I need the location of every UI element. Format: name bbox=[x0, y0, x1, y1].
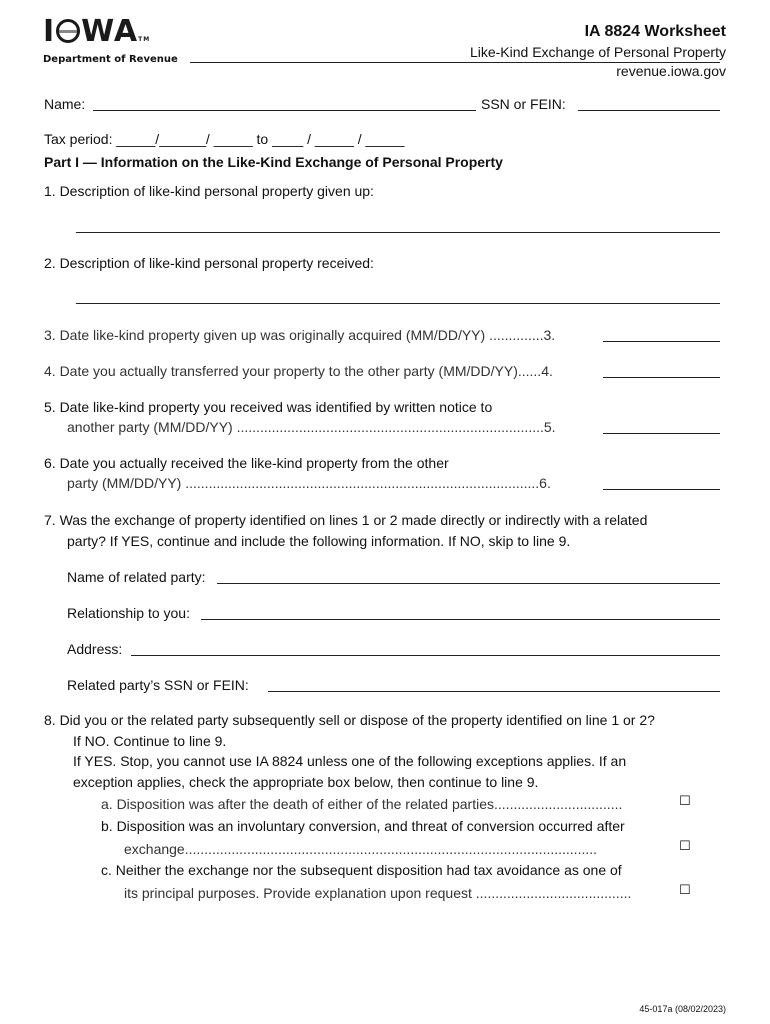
option-c-label-cont: its principal purposes. Provide explanation upon request ........................................ bbox=[124, 885, 632, 901]
related-name-field[interactable] bbox=[217, 583, 720, 584]
part1-heading: Part I — Information on the Like-Kind Exchange of Personal Property bbox=[44, 154, 503, 170]
line2-field[interactable] bbox=[76, 303, 720, 304]
option-a-checkbox[interactable]: ☐ bbox=[679, 794, 691, 809]
line5-label-cont: another party (MM/DD/YY) ...............................................................................5. bbox=[67, 419, 556, 435]
form-title: IA 8824 Worksheet bbox=[584, 23, 726, 40]
line5-label: 5. Date like-kind property you received was identified by written notice to bbox=[44, 399, 493, 415]
line4-label: 4. Date you actually transferred your property to the other party (MM/DD/YY)......4. bbox=[44, 363, 553, 379]
relationship-field[interactable] bbox=[201, 619, 720, 620]
logo-globe-icon bbox=[56, 19, 80, 43]
option-a-label: a. Disposition was after the death of either of the related parties................................. bbox=[101, 796, 623, 812]
option-b-checkbox[interactable]: ☐ bbox=[679, 839, 691, 854]
form-subtitle: Like-Kind Exchange of Personal Property bbox=[469, 44, 726, 60]
line5-field[interactable] bbox=[603, 433, 720, 434]
line4-field[interactable] bbox=[603, 377, 720, 378]
logo-letter-i: I bbox=[43, 14, 56, 49]
line8-if-yes-cont: exception applies, check the appropriate box below, then continue to line 9. bbox=[73, 774, 539, 790]
related-ssn-field[interactable] bbox=[268, 691, 720, 692]
line3-field[interactable] bbox=[603, 341, 720, 342]
line6-label: 6. Date you actually received the like-kind property from the other bbox=[44, 455, 449, 471]
line3-label: 3. Date like-kind property given up was originally acquired (MM/DD/YY) ..............3. bbox=[44, 327, 556, 343]
department-name: Department of Revenue bbox=[43, 54, 178, 65]
line8-label: 8. Did you or the related party subsequently sell or dispose of the property identified on line 1 or 2? bbox=[44, 712, 655, 728]
website: revenue.iowa.gov bbox=[616, 63, 726, 79]
option-b-label: b. Disposition was an involuntary conversion, and threat of conversion occurred after bbox=[101, 818, 625, 834]
related-name-label: Name of related party: bbox=[67, 569, 206, 585]
related-ssn-label: Related party’s SSN or FEIN: bbox=[67, 677, 249, 693]
line1-label: 1. Description of like-kind personal property given up: bbox=[44, 183, 374, 199]
option-b-label-cont: exchange.......................................................................................................... bbox=[124, 841, 598, 857]
tax-period-field[interactable]: Tax period: _____/______/ _____ to ____ / _____ / _____ bbox=[44, 131, 405, 147]
ssn-field[interactable] bbox=[578, 110, 720, 111]
line8-if-yes: If YES. Stop, you cannot use IA 8824 unless one of the following exceptions applies. If an bbox=[73, 753, 627, 769]
address-field[interactable] bbox=[131, 655, 720, 656]
logo-trademark: TM bbox=[138, 36, 151, 43]
line7-label-cont: party? If YES, continue and include the following information. If NO, skip to line 9. bbox=[67, 533, 571, 549]
line8-if-no: If NO. Continue to line 9. bbox=[73, 733, 227, 749]
option-c-checkbox[interactable]: ☐ bbox=[679, 883, 691, 898]
line6-label-cont: party (MM/DD/YY) ...........................................................................................6. bbox=[67, 475, 551, 491]
ssn-label: SSN or FEIN: bbox=[481, 96, 566, 112]
option-c-label: c. Neither the exchange nor the subsequent disposition had tax avoidance as one of bbox=[101, 862, 622, 878]
logo-letters-wa: WA bbox=[81, 14, 139, 49]
address-label: Address: bbox=[67, 641, 123, 657]
form-code: 45-017a (08/02/2023) bbox=[639, 1004, 726, 1014]
line1-field[interactable] bbox=[76, 232, 720, 233]
iowa-logo bbox=[43, 14, 150, 49]
line7-label: 7. Was the exchange of property identified on lines 1 or 2 made directly or indirectly with a related bbox=[44, 512, 648, 528]
name-field[interactable] bbox=[93, 110, 476, 111]
line6-field[interactable] bbox=[603, 489, 720, 490]
name-label: Name: bbox=[44, 96, 86, 112]
relationship-label: Relationship to you: bbox=[67, 605, 190, 621]
line2-label: 2. Description of like-kind personal property received: bbox=[44, 255, 374, 271]
